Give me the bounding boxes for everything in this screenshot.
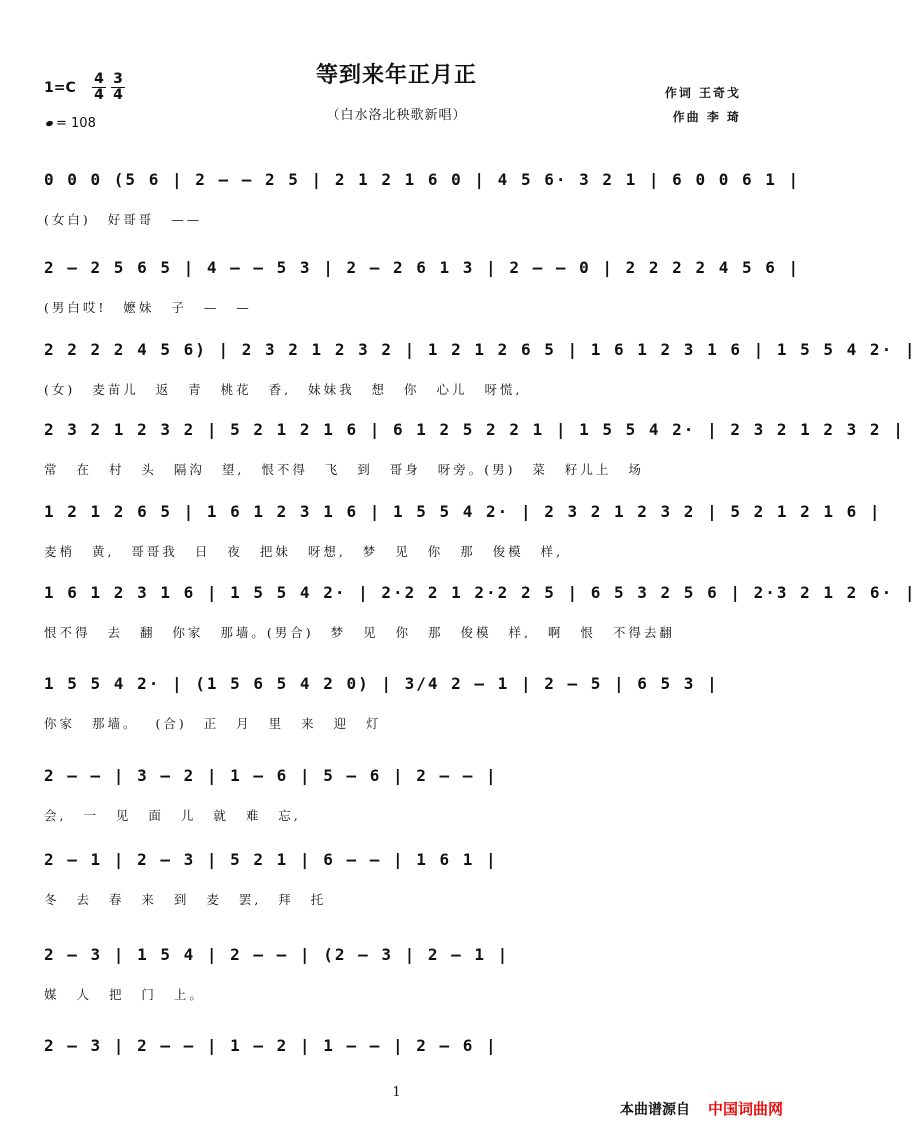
page-number: 1: [392, 1085, 401, 1100]
time-signature-primary: 4 4: [92, 72, 106, 103]
source-label: 本曲谱源自: [619, 1102, 690, 1118]
song-title: 等到来年正月正: [315, 63, 477, 88]
key-signature: 1=C: [44, 80, 76, 96]
notation-line: 2 2 2 2 4 5 6) | 2 3 2 1 2 3 2 | 1 2 1 2 6 5 | 1 6 1 2 3 1 6 | 1 5 5 4 2· |: [44, 340, 916, 359]
notation-line: 2 – 3 | 2 – – | 1 – 2 | 1 – – | 2 – 6 |: [44, 1036, 498, 1055]
lyric-line: (男白哎! 嬷妹 子 — —: [44, 300, 252, 315]
song-subtitle: （白水洛北秧歌新唱）: [326, 108, 467, 123]
source-site: 中国词曲网: [707, 1100, 783, 1118]
notation-system: [44, 420, 905, 480]
lyric-line: 媒 人 把 门 上。: [44, 987, 205, 1002]
notation-line: 1 6 1 2 3 1 6 | 1 5 5 4 2· | 2·2 2 1 2·2 2 5 | 6 5 3 2 5 6 | 2·3 2 1 2 6· |: [44, 583, 916, 602]
lyric-line: 恨不得 去 翻 你家 那墙。(男合) 梦 见 你 那 俊模 样, 啊 恨 不得去翻: [44, 625, 675, 640]
source-footer: [620, 1098, 783, 1119]
lyric-line: 麦梢 黄, 哥哥我 日 夜 把妹 呀想, 梦 见 你 那 俊模 样,: [44, 544, 564, 559]
time-signature-secondary: 3 4: [111, 72, 125, 103]
notation-line: 1 5 5 4 2· | (1 5 6 5 4 2 0) | 3/4 2 – 1 | 2 – 5 | 6 5 3 |: [44, 674, 719, 693]
lyric-line: 会, 一 见 面 儿 就 难 忘,: [44, 808, 301, 823]
notation-system: [44, 850, 752, 910]
lyric-line: 冬 去 春 来 到 麦 罢, 拜 托: [44, 892, 327, 907]
quarter-note-icon: [45, 120, 53, 127]
notation-line: 2 – – | 3 – 2 | 1 – 6 | 5 – 6 | 2 – – |: [44, 766, 498, 785]
lyricist-credit: 作词 王奇戈: [664, 86, 741, 100]
notation-system: [44, 170, 801, 230]
notation-line: 2 – 1 | 2 – 3 | 5 2 1 | 6 – – | 1 6 1 |: [44, 850, 498, 869]
tempo-marking: = 108: [46, 116, 96, 131]
notation-system: [44, 340, 916, 400]
notation-system: [44, 674, 752, 734]
notation-line: 1 2 1 2 6 5 | 1 6 1 2 3 1 6 | 1 5 5 4 2· | 2 3 2 1 2 3 2 | 5 2 1 2 1 6 |: [44, 502, 882, 521]
lyric-line: 你家 那墙。 (合) 正 月 里 来 迎 灯: [44, 716, 382, 731]
lyric-line: 常 在 村 头 隔沟 望, 恨不得 飞 到 哥身 呀旁。(男) 菜 籽儿上 场: [44, 462, 644, 477]
composer-credit: 作曲 李 琦: [672, 110, 741, 124]
notation-system: [44, 766, 752, 826]
notation-line: 2 – 2 5 6 5 | 4 – – 5 3 | 2 – 2 6 1 3 | 2 – – 0 | 2 2 2 2 4 5 6 |: [44, 258, 801, 277]
lyric-line: (女白) 好哥哥 ——: [44, 212, 203, 227]
notation-system: [44, 583, 916, 643]
notation-system: [44, 258, 801, 318]
notation-line: 2 – 3 | 1 5 4 | 2 – – | (2 – 3 | 2 – 1 |: [44, 945, 510, 964]
notation-system: [44, 502, 882, 562]
lyric-line: (女) 麦苗儿 返 青 桃花 香, 妹妹我 想 你 心儿 呀慌,: [44, 382, 523, 397]
notation-line: 2 3 2 1 2 3 2 | 5 2 1 2 1 6 | 6 1 2 5 2 2 1 | 1 5 5 4 2· | 2 3 2 1 2 3 2 |: [44, 420, 905, 439]
notation-line: 0 0 0 (5 6 | 2 – – 2 5 | 2 1 2 1 6 0 | 4 5 6· 3 2 1 | 6 0 0 6 1 |: [44, 170, 801, 189]
notation-system: [44, 945, 752, 1005]
